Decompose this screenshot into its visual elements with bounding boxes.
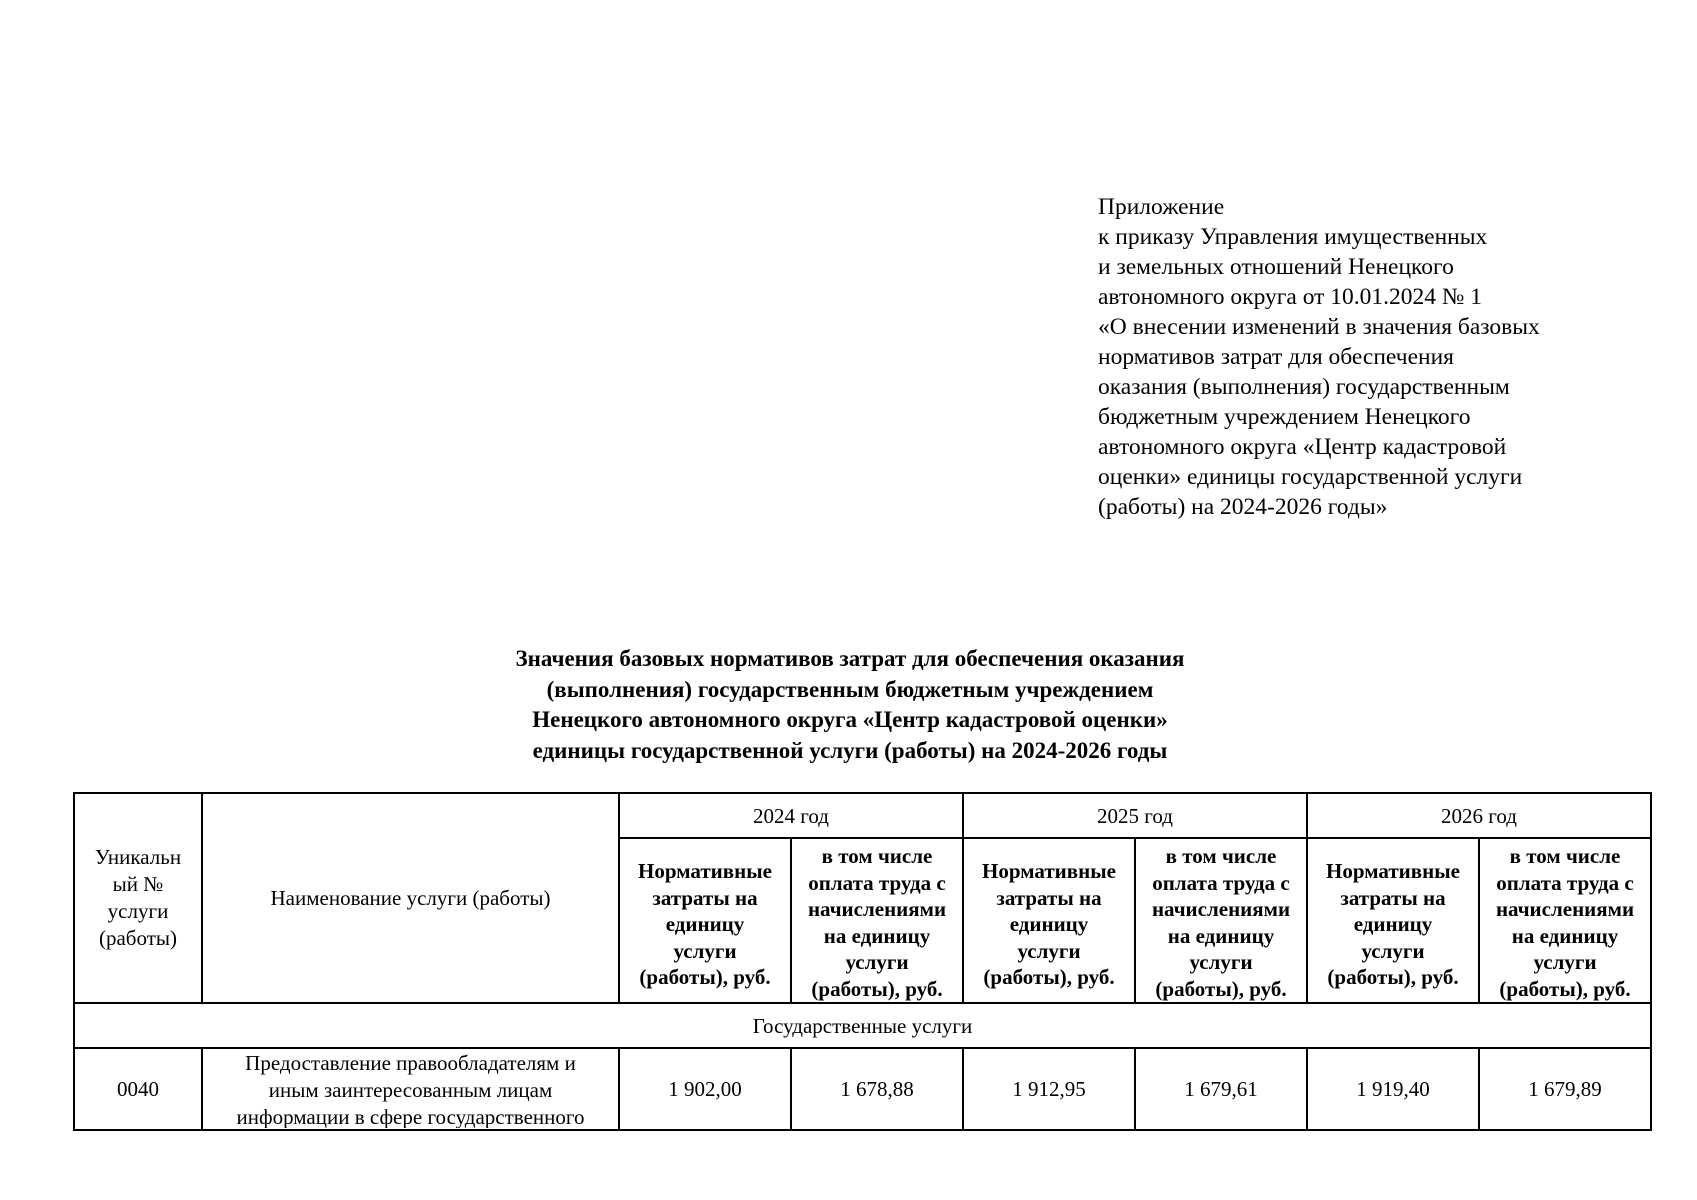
header-line: (работы), руб. [811, 976, 943, 1001]
header-line: услуги [1189, 950, 1253, 974]
appendix-line: «О внесении изменений в значения базовых [1098, 314, 1540, 340]
header-line: Нормативные [1326, 859, 1460, 884]
header-line: оплата труда с [808, 870, 946, 895]
header-line: в том числе [1509, 844, 1621, 868]
header-line: услуги [1533, 950, 1597, 974]
value-2026-labor: 1 679,89 [1479, 1048, 1651, 1130]
header-line: затраты на [652, 885, 758, 910]
appendix-line: автономного округа от 10.01.2024 № 1 [1098, 284, 1482, 310]
header-line: начислениями [1151, 897, 1291, 921]
header-line: (работы), руб. [1327, 965, 1459, 990]
value-2026-normative: 1 919,40 [1307, 1048, 1479, 1130]
appendix-line: (работы) на 2024-2026 годы» [1098, 494, 1388, 520]
service-name-line: иным заинтересованным лицам [268, 1078, 553, 1102]
header-code-line: Уникальн [94, 845, 182, 869]
header-line: (работы), руб. [1499, 976, 1631, 1001]
appendix-line: оценки» единицы государственной услуги [1098, 464, 1523, 490]
header-line: оплата труда с [1152, 870, 1290, 895]
header-normative [1307, 838, 1479, 1003]
header-code-line: услуги [107, 899, 169, 923]
header-line: начислениями [807, 897, 947, 921]
header-line: Нормативные [638, 859, 772, 884]
value-2024-labor: 1 678,88 [791, 1048, 963, 1130]
header-line: единицу [665, 912, 745, 937]
header-line: оплата труда с [1496, 870, 1634, 895]
title-line: единицы государственной услуги (работы) на 2024-2026 годы [532, 737, 1168, 763]
header-line: затраты на [1340, 885, 1446, 910]
header-name: Наименование услуги (работы) [202, 793, 619, 1003]
header-year-row [74, 793, 1651, 838]
header-line: на единицу [1511, 923, 1619, 948]
appendix-block [1098, 192, 1658, 522]
header-line: затраты на [996, 885, 1102, 910]
appendix-line: к приказу Управления имущественных [1098, 224, 1488, 250]
header-line: единицу [1353, 912, 1433, 937]
section-title: Государственные услуги [74, 1003, 1651, 1048]
header-line: на единицу [1167, 923, 1275, 948]
service-name-text [207, 1050, 614, 1128]
header-line: услуги [673, 938, 737, 963]
service-name-line: информации в сфере государственного [236, 1105, 585, 1128]
header-including [791, 838, 963, 1003]
header-year-2025: 2025 год [963, 793, 1307, 838]
section-row [74, 1003, 1651, 1048]
header-line: в том числе [821, 844, 933, 868]
header-normative [963, 838, 1135, 1003]
header-line: услуги [845, 950, 909, 974]
header-line: (работы), руб. [1155, 976, 1287, 1001]
header-including [1479, 838, 1651, 1003]
header-line: услуги [1361, 938, 1425, 963]
appendix-line: автономного округа «Центр кадастровой [1098, 434, 1507, 460]
header-line: (работы), руб. [983, 965, 1115, 990]
service-name-line: Предоставление правообладателям и [245, 1051, 576, 1075]
value-2024-normative: 1 902,00 [619, 1048, 791, 1130]
header-line: услуги [1017, 938, 1081, 963]
service-name [202, 1048, 619, 1130]
header-normative [619, 838, 791, 1003]
appendix-line: оказания (выполнения) государственным [1098, 374, 1510, 400]
header-year-2026: 2026 год [1307, 793, 1651, 838]
header-line: на единицу [823, 923, 931, 948]
appendix-line: бюджетным учреждением Ненецкого [1098, 404, 1471, 430]
title-line: Ненецкого автономного округа «Центр кадастровой оценки» [532, 707, 1168, 732]
header-code-line: ый № [112, 872, 164, 896]
header-code-line: (работы) [98, 926, 177, 950]
header-including [1135, 838, 1307, 1003]
value-2025-labor: 1 679,61 [1135, 1048, 1307, 1130]
header-line: Нормативные [982, 859, 1116, 884]
appendix-line: Приложение [1098, 194, 1225, 220]
header-line: единицу [1009, 912, 1089, 937]
header-code [74, 793, 202, 1003]
header-line: (работы), руб. [639, 965, 771, 990]
header-year-2024: 2024 год [619, 793, 963, 838]
title-line: Значения базовых нормативов затрат для обеспечения оказания [515, 646, 1185, 671]
header-line: начислениями [1495, 897, 1635, 921]
service-code: 0040 [74, 1048, 202, 1130]
value-2025-normative: 1 912,95 [963, 1048, 1135, 1130]
table-row [74, 1048, 1651, 1130]
title-line: (выполнения) государственным бюджетным учреждением [546, 676, 1154, 702]
appendix-line: нормативов затрат для обеспечения [1098, 344, 1454, 370]
norms-table [73, 792, 1652, 1131]
header-line: в том числе [1165, 844, 1277, 868]
appendix-line: и земельных отношений Ненецкого [1098, 254, 1454, 280]
document-title [300, 644, 1400, 766]
